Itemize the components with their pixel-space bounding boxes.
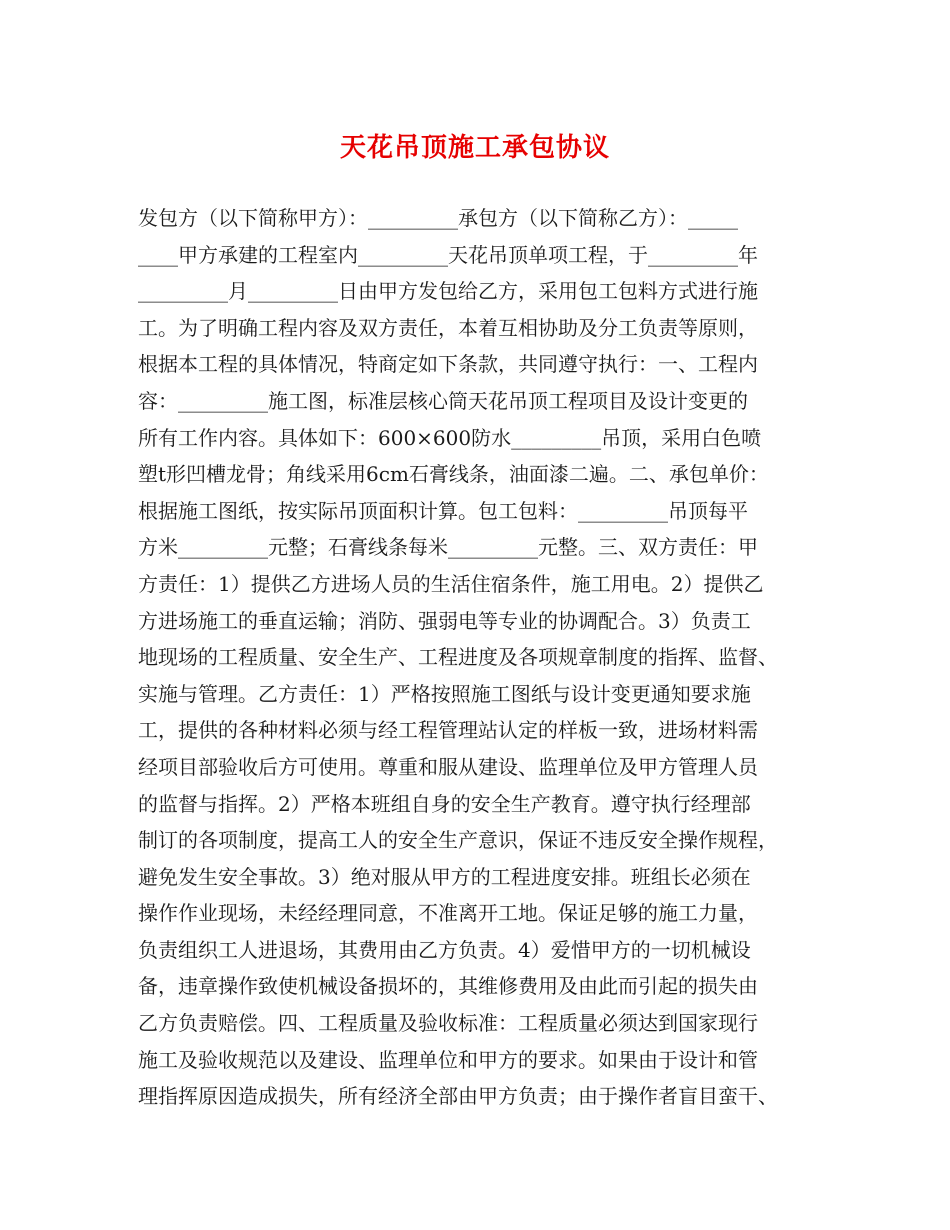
body-line: 负责组织工人进退场，其费用由乙方负责。4）爱惜甲方的一切机械设 <box>138 937 751 962</box>
body-line: ____甲方承建的工程室内_________天花吊顶单项工程，于_________年 <box>138 242 758 267</box>
document-body <box>138 200 818 1115</box>
body-line: 理指挥原因造成损失，所有经济全部由甲方负责；由于操作者盲目蛮干、 <box>138 1084 778 1109</box>
body-line: 塑t形凹槽龙骨；角线采用6cm石膏线条，油面漆二遍。二、承包单价： <box>138 462 769 487</box>
body-line: 操作作业现场，未经经理同意，不准离开工地。保证足够的施工力量， <box>138 901 758 926</box>
body-line: 备，违章操作致使机械设备损坏的，其维修费用及由此而引起的损失由 <box>138 974 758 999</box>
body-line: 经项目部验收后方可使用。尊重和服从建设、监理单位及甲方管理人员 <box>138 754 758 779</box>
body-line: 实施与管理。乙方责任：1）严格按照施工图纸与设计变更通知要求施 <box>138 681 751 706</box>
body-line: 根据本工程的具体情况，特商定如下条款，共同遵守执行：一、工程内 <box>138 352 758 377</box>
body-line: 方米_________元整；石膏线条每米_________元整。三、双方责任：甲 <box>138 535 758 560</box>
body-line: 施工及验收规范以及建设、监理单位和甲方的要求。如果由于设计和管 <box>138 1047 758 1072</box>
body-line: 的监督与指挥。2）严格本班组自身的安全生产教育。遵守执行经理部 <box>138 791 751 816</box>
body-line: 根据施工图纸，按实际吊顶面积计算。包工包料：_________吊顶每平 <box>138 498 748 523</box>
body-line: 所有工作内容。具体如下：600×600防水_________吊顶，采用白色喷 <box>138 425 762 450</box>
body-line: 方责任：1）提供乙方进场人员的生活住宿条件，施工用电。2）提供乙 <box>138 571 764 596</box>
body-line: 制订的各项制度，提高工人的安全生产意识，保证不违反安全操作规程， <box>138 828 778 853</box>
body-line: 乙方负责赔偿。四、工程质量及验收标准：工程质量必须达到国家现行 <box>138 1011 758 1036</box>
document-title: 天花吊顶施工承包协议 <box>339 133 610 163</box>
body-line: 容：_________施工图，标准层核心筒天花吊顶工程项目及设计变更的 <box>138 388 748 413</box>
body-line: 避免发生安全事故。3）绝对服从甲方的工程进度安排。班组长必须在 <box>138 864 751 889</box>
body-line: 方进场施工的垂直运输；消防、强弱电等专业的协调配合。3）负责工 <box>138 608 751 633</box>
body-line: 发包方（以下简称甲方）：_________承包方（以下简称乙方）：_____ <box>138 206 738 230</box>
body-line: _________月_________日由甲方发包给乙方，采用包工包料方式进行施 <box>138 279 758 304</box>
body-line: 地现场的工程质量、安全生产、工程进度及各项规章制度的指挥、监督、 <box>138 645 778 670</box>
body-line: 工。为了明确工程内容及双方责任，本着互相协助及分工负责等原则， <box>138 315 758 340</box>
body-line: 工，提供的各种材料必须与经工程管理站认定的样板一致，进场材料需 <box>138 718 758 743</box>
